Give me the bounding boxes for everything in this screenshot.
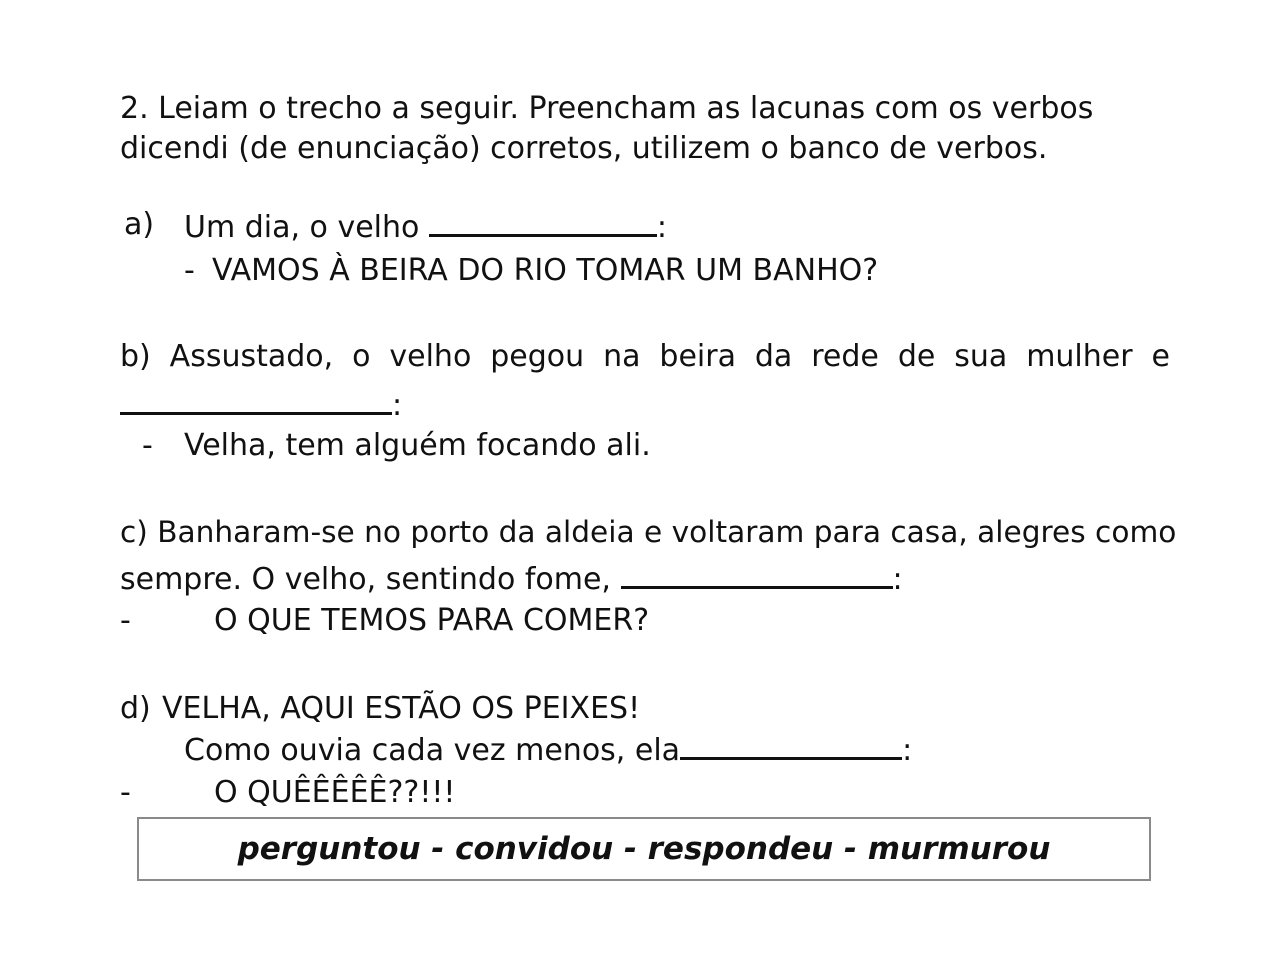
item-c-text: sempre. O velho, sentindo fome, bbox=[120, 562, 611, 597]
item-a-label: a) bbox=[124, 207, 155, 242]
item-b-blank[interactable] bbox=[120, 388, 392, 415]
item-d-speech: O QUÊÊÊÊÊ??!!! bbox=[214, 775, 456, 810]
item-d-line-1: VELHA, AQUI ESTÃO OS PEIXES! bbox=[162, 691, 641, 726]
item-b-word: velho bbox=[389, 339, 472, 374]
item-d-colon: : bbox=[902, 733, 913, 768]
item-a-sentence bbox=[184, 210, 667, 243]
item-a-colon: : bbox=[656, 210, 668, 245]
item-b-word: pegou bbox=[490, 339, 585, 374]
item-b-word: mulher bbox=[1026, 339, 1133, 374]
item-b-dash: - bbox=[142, 428, 153, 463]
item-b-word: de bbox=[897, 339, 936, 374]
item-d-line-2 bbox=[184, 733, 912, 766]
item-b-word: sua bbox=[954, 339, 1008, 374]
word-bank-box bbox=[137, 817, 1151, 881]
item-b-line-2 bbox=[120, 388, 402, 421]
item-b-word: e bbox=[1151, 339, 1170, 374]
item-c-blank[interactable] bbox=[621, 562, 893, 589]
item-d-blank[interactable] bbox=[680, 733, 902, 760]
item-b-word: o bbox=[352, 339, 371, 374]
item-a-speech: VAMOS À BEIRA DO RIO TOMAR UM BANHO? bbox=[212, 253, 879, 288]
item-b-speech: Velha, tem alguém focando ali. bbox=[184, 428, 651, 463]
item-c-speech: O QUE TEMOS PARA COMER? bbox=[214, 603, 650, 638]
item-c-line-1: c) Banharam-se no porto da aldeia e voltaram para casa, alegres como bbox=[120, 515, 1177, 549]
item-d-label: d) bbox=[120, 691, 151, 726]
item-a-text: Um dia, o velho bbox=[184, 210, 420, 245]
item-d-dash: - bbox=[120, 775, 131, 810]
item-b-word: da bbox=[754, 339, 793, 374]
item-b-word: na bbox=[603, 339, 641, 374]
item-c-colon: : bbox=[892, 562, 903, 597]
instruction-line-1: 2. Leiam o trecho a seguir. Preencham as lacunas com os verbos bbox=[120, 91, 1094, 126]
item-c-line-2 bbox=[120, 562, 903, 595]
item-a-blank[interactable] bbox=[429, 210, 657, 237]
item-c-dash: - bbox=[120, 603, 131, 638]
instruction-line-2: dicendi (de enunciação) corretos, utilizem o banco de verbos. bbox=[120, 131, 1048, 166]
item-b-word: Assustado, bbox=[169, 339, 334, 374]
item-b-word: b) bbox=[120, 339, 151, 374]
item-b-line-1 bbox=[120, 339, 1170, 374]
item-a-dash: - bbox=[184, 253, 195, 288]
item-b-word: rede bbox=[811, 339, 879, 374]
item-b-word: beira bbox=[659, 339, 736, 374]
item-d-text: Como ouvia cada vez menos, ela bbox=[184, 733, 681, 768]
item-b-colon: : bbox=[392, 388, 403, 423]
word-bank-text: perguntou - convidou - respondeu - murmurou bbox=[237, 831, 1051, 867]
